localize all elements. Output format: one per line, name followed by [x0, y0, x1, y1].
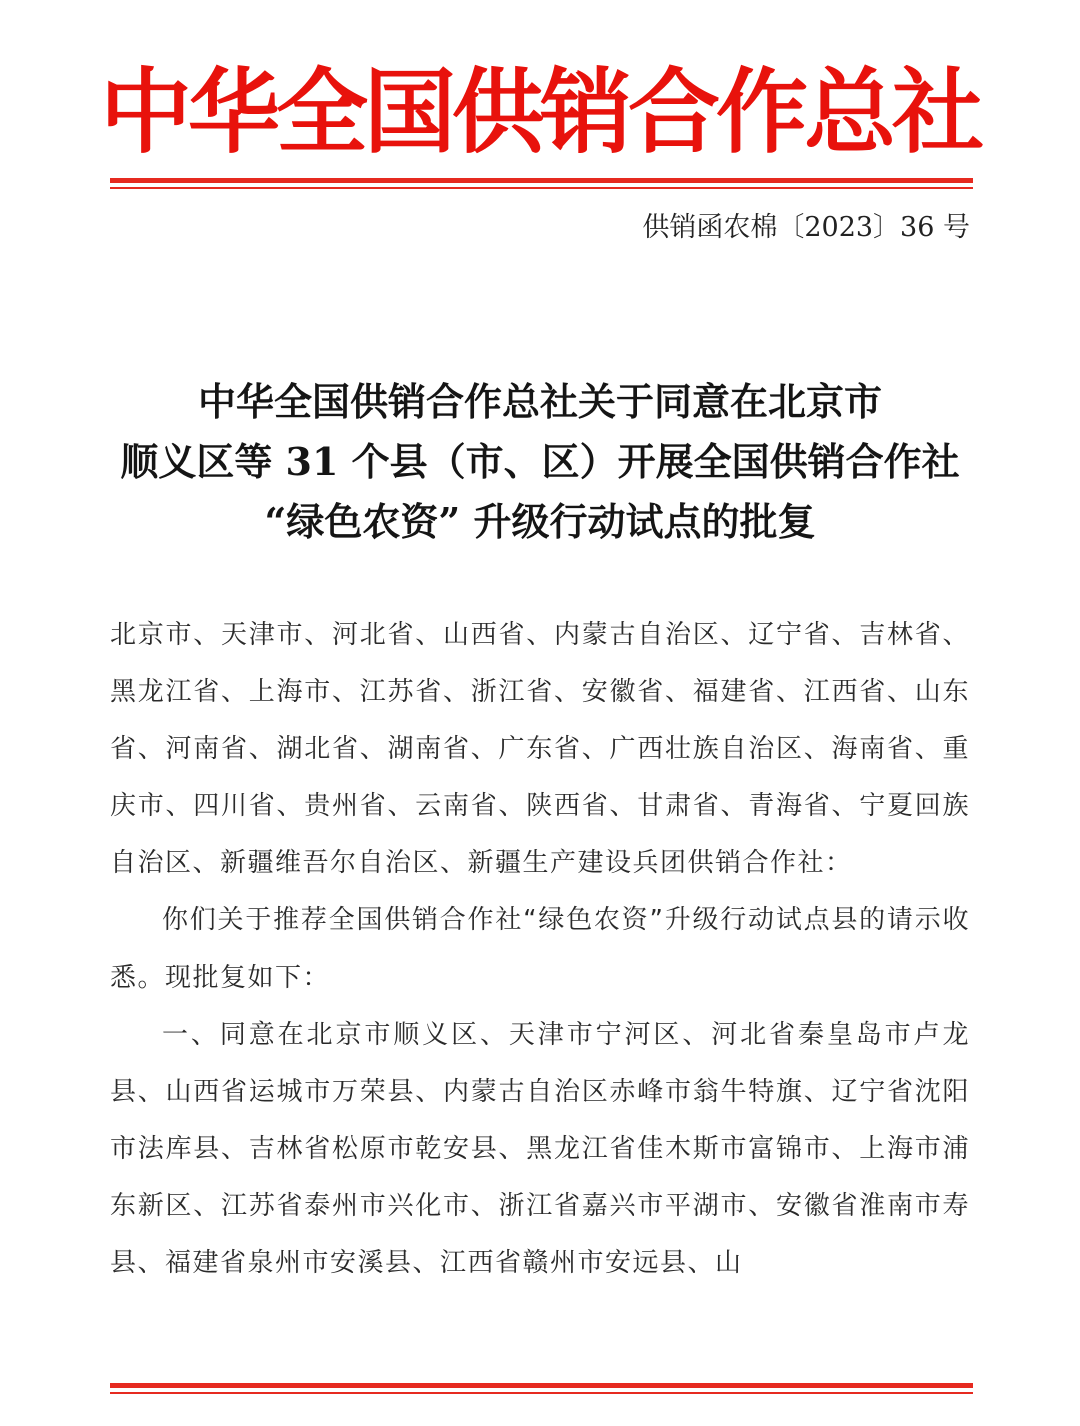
footer-rule-thin	[110, 1392, 973, 1394]
issuer-masthead: 中华全国供销合作总社	[99, 58, 980, 166]
title-line-1: 中华全国供销合作总社关于同意在北京市	[197, 379, 882, 424]
footer-rule-thick	[110, 1383, 973, 1388]
document-title	[100, 372, 980, 552]
title-line-3: “绿色农资” 升级行动试点的批复	[264, 499, 816, 544]
body-paragraph-2: 一、同意在北京市顺义区、天津市宁河区、河北省秦皇岛市卢龙县、山西省运城市万荣县、内蒙古自治区赤峰市翁牛特旗、辽宁省沈阳市法库县、吉林省松原市乾安县、黑龙江省佳木斯市富锦市、上海市浦东新区、江苏省泰州市兴化市、浙江省嘉兴市平湖市、安徽省淮南市寿县、福建省泉州市安溪县、江西省赣州市安远县、山	[110, 1019, 970, 1279]
masthead-rule-thick	[110, 178, 973, 183]
body-paragraph-1: 你们关于推荐全国供销合作社“绿色农资”升级行动试点县的请示收悉。现批复如下：	[110, 905, 970, 993]
document-number: 供销函农棉〔2023〕36 号	[642, 212, 970, 243]
title-line-2: 顺义区等 31 个县（市、区）开展全国供销合作社	[120, 439, 960, 484]
addressee-list: 北京市、天津市、河北省、山西省、内蒙古自治区、辽宁省、吉林省、黑龙江省、上海市、江苏省、浙江省、安徽省、福建省、江西省、山东省、河南省、湖北省、湖南省、广东省、广西壮族自治区、海南省、重庆市、四川省、贵州省、云南省、陕西省、甘肃省、青海省、宁夏回族自治区、新疆维吾尔自治区、新疆生产建设兵团供销合作社：	[110, 620, 970, 879]
masthead-rule-thin	[110, 187, 973, 189]
document-body	[110, 607, 970, 1292]
